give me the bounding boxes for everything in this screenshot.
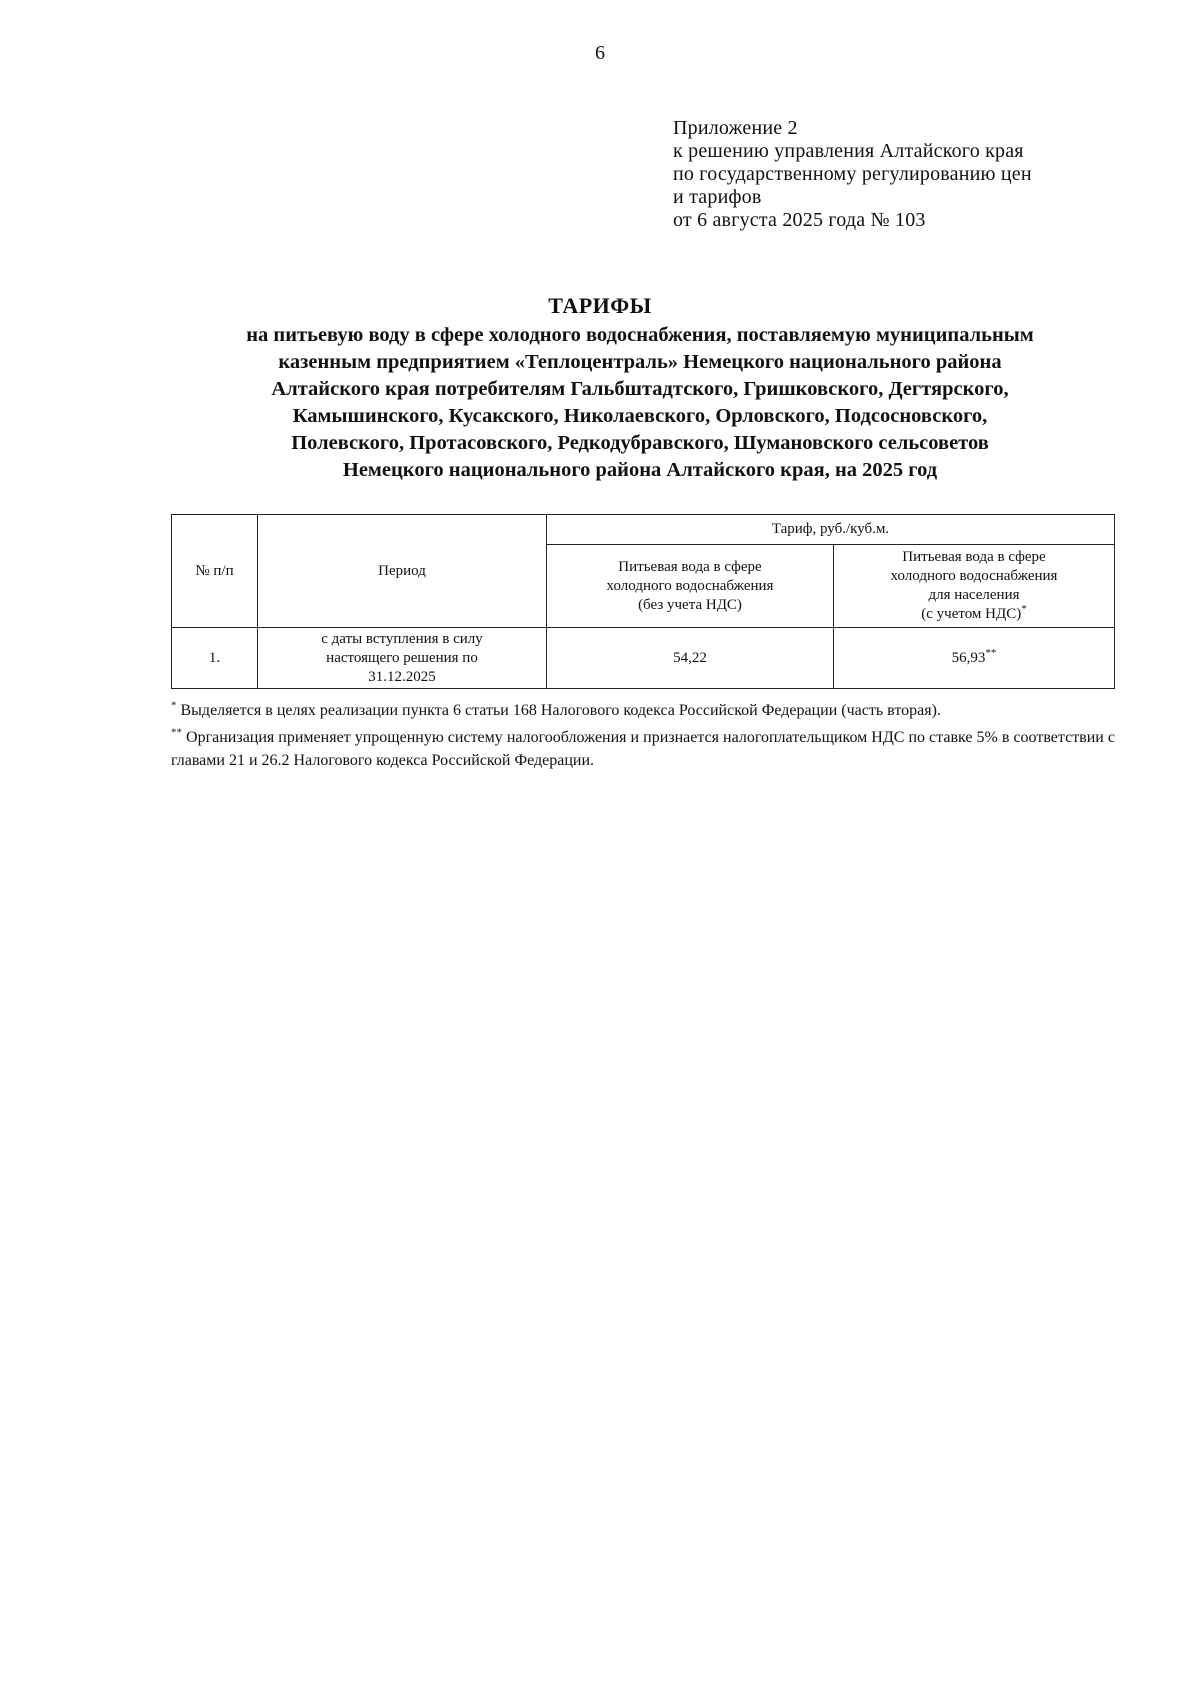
table-header-row	[172, 515, 1115, 545]
footnote	[171, 699, 1115, 722]
header-with-vat	[834, 545, 1115, 628]
table-row	[172, 628, 1115, 689]
header-tariff-group: Тариф, руб./куб.м.	[547, 515, 1115, 545]
header-line: (без учета НДС)	[638, 596, 742, 613]
header-line: Питьевая вода в сфере	[618, 558, 762, 575]
footnote-text: Организация применяет упрощенную систему налогообложения и признается налогоплательщиком НДС по ставке 5% в соответствии с главами 21 и 26.2 Налогового кодекса Российской Федерации.	[171, 729, 1115, 769]
document-title: ТАРИФЫ	[548, 293, 652, 318]
subtitle-line: Алтайского края потребителям Гальбштадтского, Гришковского, Дегтярского,	[271, 378, 1009, 400]
header-line	[838, 605, 1110, 624]
footnote-mark: *	[171, 699, 177, 712]
tariff-with-vat-value: 56,93	[951, 649, 986, 666]
subtitle-line: на питьевую воду в сфере холодного водоснабжения, поставляемую муниципальным	[246, 324, 1034, 346]
header-line-text: (с учетом НДС)	[921, 606, 1022, 622]
subtitle-line: Камышинского, Кусакского, Николаевского, Орловского, Подсосновского,	[292, 405, 988, 427]
tariff-without-vat: 54,22	[547, 628, 834, 689]
appendix-line: и тарифов	[673, 186, 762, 208]
tariff-table	[171, 514, 1115, 689]
row-number: 1.	[172, 628, 258, 689]
footnote-text: Выделяется в целях реализации пункта 6 статьи 168 Налогового кодекса Российской Федерации (часть вторая).	[176, 702, 941, 719]
header-without-vat	[547, 545, 834, 628]
appendix-line: к решению управления Алтайского края	[673, 140, 1024, 162]
footnote-mark: *	[1021, 603, 1027, 615]
subtitle-line: казенным предприятием «Теплоцентраль» Немецкого национального района	[278, 351, 1002, 373]
appendix-line: по государственному регулированию цен	[673, 163, 1032, 185]
appendix-line: Приложение 2	[673, 117, 798, 139]
period-line: настоящего решения по	[326, 649, 478, 666]
footnote	[171, 726, 1115, 772]
footnote-mark: **	[171, 726, 182, 739]
header-period: Период	[258, 515, 547, 628]
header-line: холодного водоснабжения	[606, 577, 774, 594]
subtitle-line: Полевского, Протасовского, Редкодубравского, Шумановского сельсоветов	[291, 432, 989, 454]
document-subtitle	[160, 322, 1120, 484]
tariff-with-vat	[834, 628, 1115, 689]
header-line: Питьевая вода в сфере	[902, 549, 1046, 565]
period-line: 31.12.2025	[368, 668, 436, 685]
footnotes	[171, 699, 1115, 776]
header-line: холодного водоснабжения	[890, 568, 1058, 584]
period-line: с даты вступления в силу	[321, 630, 483, 647]
appendix-block	[673, 117, 1153, 232]
footnote-mark: **	[985, 646, 997, 659]
row-period	[258, 628, 547, 689]
page-number: 6	[595, 42, 605, 64]
header-line: для населения	[928, 587, 1020, 603]
header-number: № п/п	[172, 515, 258, 628]
subtitle-line: Немецкого национального района Алтайского края, на 2025 год	[342, 459, 938, 481]
appendix-line: от 6 августа 2025 года № 103	[673, 209, 926, 231]
